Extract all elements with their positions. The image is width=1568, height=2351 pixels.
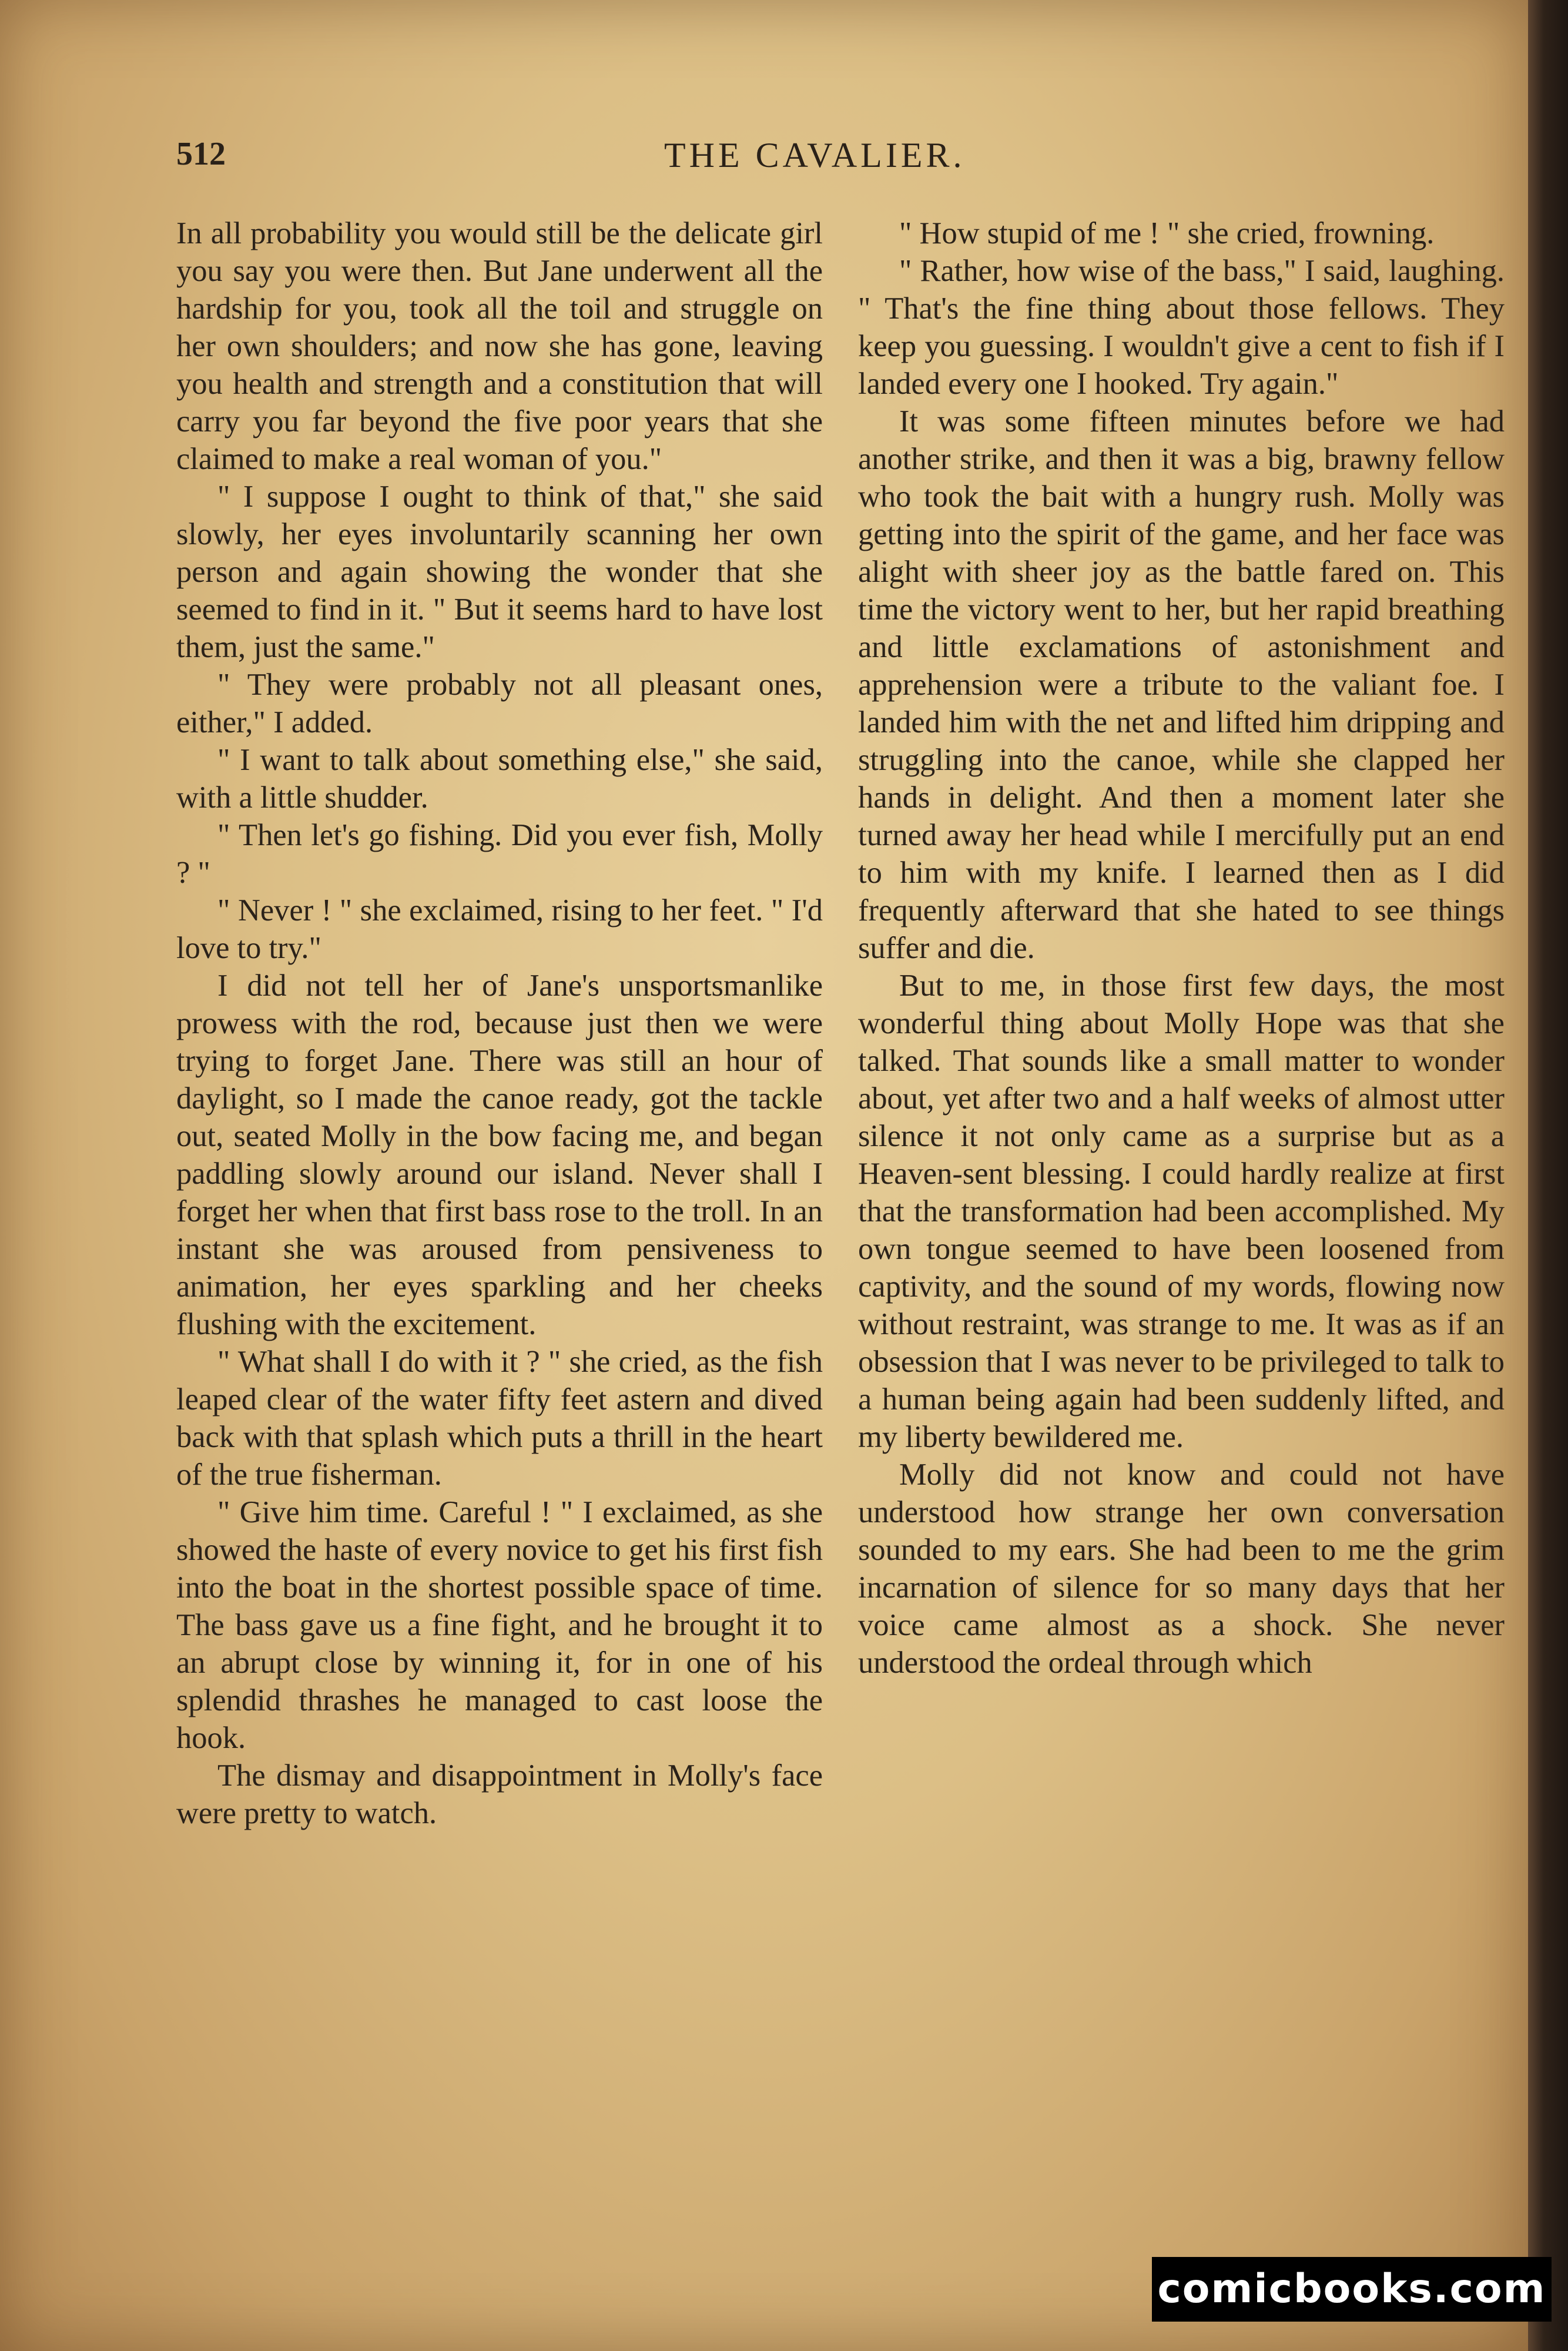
page-header xyxy=(176,135,1493,188)
paragraph: " They were probably not all pleasant ones, either," I added. xyxy=(176,668,823,739)
paragraph: Molly did not know and could not have understood how strange her own conversation sounded to my ears. She had been to me the grim incarnation of silence for so many days that her voice came almost as a shock. She never understood the ordeal through which xyxy=(858,1458,1505,1680)
paragraph: " Give him time. Careful ! " I exclaimed, as she showed the haste of every novice to get his first fish into the boat in the shortest possible space of time. The bass gave us a fine fight, and he brought it to an abrupt close by winning it, for in one of his splendid thrashes he managed to cast loose the hook. xyxy=(176,1495,823,1755)
paragraph: I did not tell her of Jane's unsportsmanlike prowess with the rod, because just then we were trying to forget Jane. There was still an hour of daylight, so I made the canoe ready, got the tackle out, seated Molly in the bow facing me, and began paddling slowly around our island. Never shall I forget her when that first bass rose to the troll. In an instant she was aroused from pensiveness to animation, her eyes sparkling and her cheeks flushing with the excitement. xyxy=(176,969,823,1341)
right-column xyxy=(858,215,1505,1682)
paragraph: " Rather, how wise of the bass," I said, laughing. " That's the fine thing about those fellows. They keep you guessing. I wouldn't give a cent to fish if I landed every one I hooked. Try again." xyxy=(858,254,1505,401)
binding-spine xyxy=(1528,0,1568,2351)
paragraph: But to me, in those first few days, the most wonderful thing about Molly Hope was that she talked. That sounds like a small matter to wonder about, yet after two and a half weeks of almost utter silence it not only came as a surprise but as a Heaven-sent blessing. I could hardly realize at first that the transformation had been accomplished. My own tongue seemed to have been loosened from captivity, and the sound of my words, flowing now without restraint, was strange to me. It was as if an obsession that I was never to be privileged to talk to a human being again had been suddenly lifted, and my liberty bewildered me. xyxy=(858,969,1505,1454)
page-number: 512 xyxy=(176,136,226,172)
paragraph: The dismay and disappointment in Molly's face were pretty to watch. xyxy=(176,1759,823,1830)
paragraph: In all probability you would still be the delicate girl you say you were then. But Jane underwent all the hardship for you, took all the toil and struggle on her own shoulders; and now she has gone, leaving you health and strength and a constitution that will carry you far beyond the five poor years that she claimed to make a real woman of you." xyxy=(176,216,823,476)
paragraph: " I suppose I ought to think of that," she said slowly, her eyes involuntarily scanning her own person and again showing the wonder that she seemed to find in it. " But it seems hard to have lost them, just the same." xyxy=(176,480,823,664)
left-column xyxy=(176,215,823,1832)
paragraph: " Never ! " she exclaimed, rising to her feet. " I'd love to try." xyxy=(176,893,823,965)
running-title: THE CAVALIER. xyxy=(664,136,966,175)
paragraph: " I want to talk about something else," she said, with a little shudder. xyxy=(176,743,823,815)
paragraph: " What shall I do with it ? " she cried, as the fish leaped clear of the water fifty feet astern and dived back with that splash which puts a thrill in the heart of the true fisherman. xyxy=(176,1345,823,1492)
paragraph: " Then let's go fishing. Did you ever fish, Molly ? " xyxy=(176,818,823,890)
watermark-label: comicbooks.com xyxy=(1152,2257,1552,2322)
paragraph: " How stupid of me ! " she cried, frowning. xyxy=(899,216,1435,250)
paragraph: It was some fifteen minutes before we had another strike, and then it was a big, brawny fellow who took the bait with a hungry rush. Molly was getting into the spirit of the game, and her face was alight with sheer joy as the battle fared on. This time the victory went to her, but her rapid breathing and little exclamations of astonishment and apprehension were a tribute to the valiant foe. I landed him with the net and lifted him dripping and struggling into the canoe, while she clapped her hands in delight. And then a moment later she turned away her head while I mercifully put an end to him with my knife. I learned then as I did frequently afterward that she hated to see things suffer and die. xyxy=(858,404,1505,965)
